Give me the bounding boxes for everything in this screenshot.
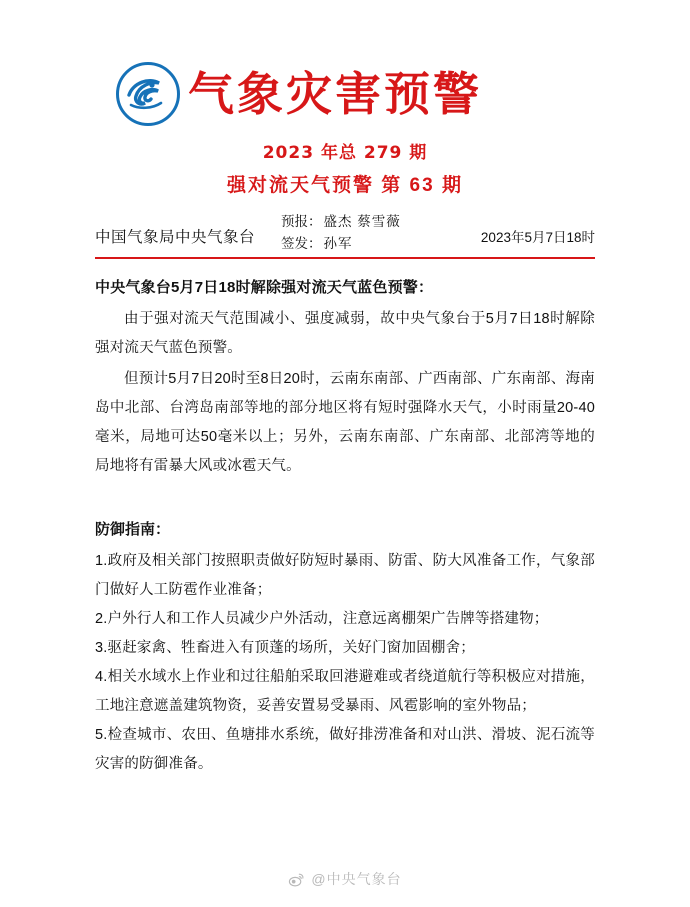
page-title: 气象灾害预警	[188, 67, 482, 121]
forecaster-value: 盛杰 蔡雪薇	[323, 214, 401, 229]
title-row	[110, 62, 580, 126]
forecaster-row	[281, 211, 401, 233]
signoff-row	[281, 233, 401, 255]
paragraph: 由于强对流天气范围减小、强度减弱，故中央气象台于5月7日18时解除强对流天气蓝色预警。	[95, 311, 595, 356]
issue-datetime: 2023年5月7日18时	[480, 230, 595, 245]
section-title-guidelines: 防御指南：	[95, 521, 171, 538]
list-item: 4.相关水域水上作业和过往船舶采取回港避难或者绕道航行等积极应对措施，工地注意遮盖建筑物资，妥善安置易受暴雨、风雹影响的室外物品；	[95, 669, 595, 714]
document-body	[95, 259, 595, 779]
footer-account: @中央气象台	[311, 871, 402, 887]
list-item: 1.政府及相关部门按照职责做好防短时暴雨、防雷、防大风准备工作，气象部门做好人工防雹作业准备；	[95, 553, 595, 598]
forecaster-label: 预报：	[281, 214, 322, 229]
spacer	[95, 483, 595, 509]
signoff-value: 孙军	[323, 236, 353, 252]
issuing-organization: 中国气象局中央气象台	[95, 229, 256, 246]
forecast-signoff	[281, 211, 401, 256]
footer-watermark	[0, 869, 690, 889]
list-item: 3.驱赶家禽、牲畜进入有顶蓬的场所，关好门窗加固棚舍；	[95, 640, 475, 656]
signoff-label: 签发：	[281, 236, 322, 252]
list-item: 2.户外行人和工作人员减少户外活动，注意远离棚架广告牌等搭建物；	[95, 611, 549, 627]
issue-number-text: 2023 年总 279 期	[262, 143, 428, 163]
bulletin-subtitle: 强对流天气预警 第 63 期	[227, 175, 463, 196]
list-item: 5.检查城市、农田、鱼塘排水系统，做好排涝准备和对山洪、滑坡、泥石流等灾害的防御准备。	[95, 727, 595, 772]
paragraph: 但预计5月7日20时至8日20时，云南东南部、广西南部、广东南部、海南岛中北部、台湾岛南部等地的部分地区将有短时强降水天气，小时雨量20-40毫米，局地可达50毫米以上；另外，云南东南部、广东南部、北部湾等地的局地将有雷暴大风或冰雹天气。	[95, 371, 595, 474]
issue-number	[110, 138, 580, 163]
weibo-icon	[288, 871, 305, 888]
document-header	[0, 0, 690, 197]
cma-emblem-icon	[116, 62, 180, 126]
lead-statement: 中央气象台5月7日18时解除强对流天气蓝色预警：	[95, 279, 434, 296]
meta-block	[95, 209, 595, 255]
